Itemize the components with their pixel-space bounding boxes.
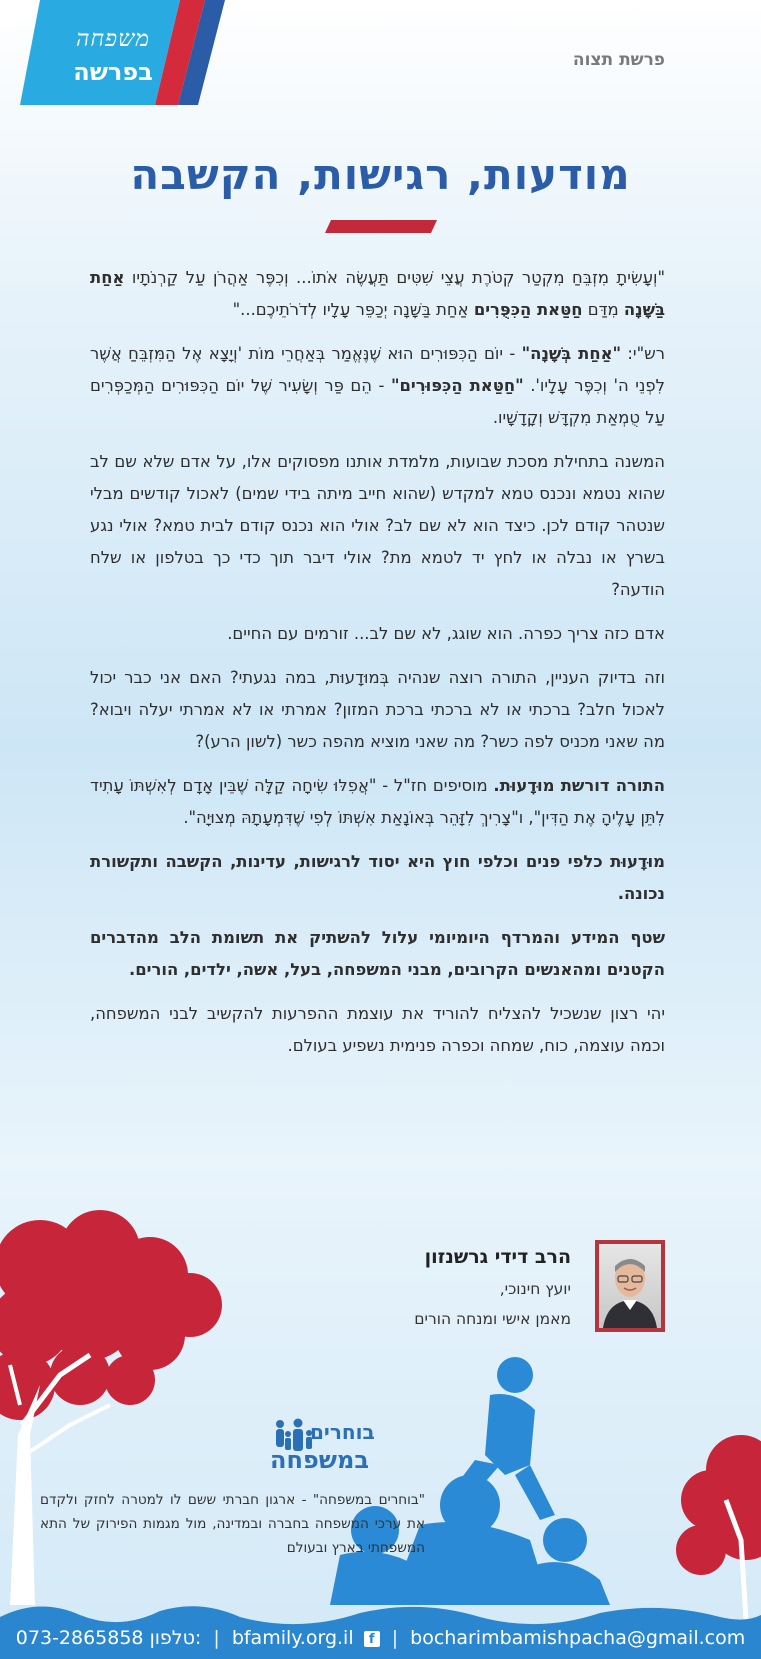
author-photo [595, 1240, 665, 1332]
title-underline [325, 220, 437, 233]
paragraph-6 [90, 770, 665, 834]
p6-bold: התורה דורשת מוּדָעוּת. [493, 776, 665, 795]
page-title: מודעות, רגישות, הקשבה [130, 150, 631, 199]
author-portrait [599, 1244, 661, 1328]
logo-text-bottom: בפרשה [73, 58, 153, 86]
author-role-2: מאמן אישי ומנחה הורים [414, 1310, 571, 1328]
org-name-line-2: במשפחה [270, 1446, 369, 1474]
p2-mid: - יוֹם הַכִּפּוּרִים הוּא שֶׁנֶּאֱמַר בְּאַחֲרֵי מוֹת 'וְיָצָא אֶל הַמִּזְבֵּחַ אֲשֶׁר לִפְנֵי ה' וְכִפֶּר עָלָיו'. [90, 344, 665, 395]
paragraph-1 [90, 262, 665, 326]
logo-text-top: משפחה [75, 26, 151, 52]
p1-text: "וְעָשִׂיתָ מִזְבֵּחַ מִקְטַר קְטֹרֶת עֲצֵי שִׁטִּים תַּעֲשֶׂה אֹתוֹ... וְכִפֶּר אַהֲרֹן עַל קַרְנֹתָיו [124, 268, 665, 287]
paragraph-7: מוּדָעוּת כלפי פנים וכלפי חוץ היא יסוד לרגישות, עדינות, הקשבה ותקשורת נכונה. [90, 852, 665, 903]
p1-bold-1: אַחַת בַּשָּׁנָה [90, 268, 665, 319]
org-name-line-1: בוחרים [310, 1420, 375, 1444]
paragraph-8: שטף המידע והמרדף היומיומי עלול להשתיק את תשומת הלב מהדברים הקטנים ומהאנשים הקרובים, מבני המשפחה, בעל, אשה, ילדים, הורים. [90, 928, 665, 979]
p1-bold-2: חַטַּאת הַכִּפֻּרִים [473, 300, 583, 319]
logo-banner [0, 0, 230, 105]
p6-rest: מוסיפים חז"ל - "אֲפִלּוּ שִׂיחָה קַלָּה שֶׁבֵּין אָדָם לְאִשְׁתּוֹ עָתִיד לִתֵּן עָלֶיהָ אֶת הַדִּין", ו"צָרִיךְ לִזָּהֵר בְּאוֹנָאַת אִשְׁתּוֹ לְפִי שֶׁדִּמְעָתָהּ מְצוּיָה". [90, 776, 665, 827]
paragraph-5: וזה בדיוק העניין, התורה רוצה שנהיה בְּמוּדָעוּת, במה נגעתי? האם אני כבר יכול לאכול חלב? ברכתי או לא ברכתי ברכת המזון? אמרתי או לא אמרתי יעלה ויבוא? מה שאני מכניס לפה כשר? מה שאני מוציא מהפה כשר (לשון הרע)? [90, 668, 665, 751]
parasha-label: פרשת תצוה [572, 50, 665, 70]
p2-start: רש"י: [621, 344, 665, 363]
p2-end: - הֵם פַּר וְשָׂעִיר שֶׁל יוֹם הַכִּפּוּרִים הַמְּכַפְּרִים עַל טֻמְאַת מִקְדָּשׁ וְקָדָשָׁיו. [90, 376, 665, 427]
p2-bold-2: "חַטַּאת הַכִּפּוּרִים" [390, 376, 524, 395]
author-name: הרב דידי גרשנזון [424, 1246, 571, 1268]
org-description: "בוחרים במשפחה" - ארגון חברתי ששם לו למטרה לחזק ולקדם את ערכי המשפחה בחברה ובמדינה, מול מגמות הפירוק של התא המשפחתי בארץ ובעולם [40, 1492, 425, 1556]
tree-right-illustration [671, 1430, 761, 1620]
footer-separator-2: | [391, 1627, 399, 1649]
p1-mid: מִדַּם [582, 300, 624, 319]
facebook-icon[interactable]: f [364, 1631, 380, 1647]
footer-contact [0, 1627, 761, 1649]
footer-website[interactable]: bfamily.org.il [231, 1627, 354, 1649]
family-silhouette [300, 1355, 670, 1605]
footer-phone[interactable]: 073-2865858 [15, 1627, 144, 1649]
footer-separator-1: | [213, 1627, 220, 1649]
article-body [90, 262, 665, 1074]
footer-phone-label: טלפון: [149, 1627, 202, 1649]
logo-banner-shape [0, 0, 230, 105]
paragraph-9: יהי רצון שנשכיל להצליח להוריד את עוצמת ההפרעות להקשיב לבני המשפחה, וכמה עוצמה, כוח, שמחה וכפרה פנימית נשפיע בעולם. [90, 1004, 665, 1055]
footer-email[interactable]: bocharimbamishpacha@gmail.com [410, 1627, 746, 1649]
paragraph-3: המשנה בתחילת מסכת שבועות, מלמדת אותנו מפסוקים אלו, על אדם שלא שם לב שהוא נטמא ונכנס טמא למקדש (שהוא חייב מיתה בידי שמים) לאכול קודשים מבלי שנטהר קודם לכן. כיצד הוא לא שם לב? אולי הוא נכנס קודם לבית טמא? אולי נגע בשרץ או נבלה או לחץ יד לטמא מת? אולי דיבר תוך כדי כך בטלפון או שלח הודעה? [90, 452, 665, 599]
p1-end: אַחַת בַּשָּׁנָה יְכַפֵּר עָלָיו לְדֹרֹתֵיכֶם..." [232, 300, 474, 319]
author-role-1: יועץ חינוכי, [499, 1280, 571, 1298]
p2-bold-1: "אַחַת בְּשָׁנָה" [521, 344, 622, 363]
author-photo-inner [599, 1244, 661, 1328]
paragraph-2 [90, 338, 665, 434]
paragraph-4: אדם כזה צריך כפרה. הוא שוגג, לא שם לב... זורמים עם החיים. [227, 624, 665, 643]
footer [0, 1597, 761, 1659]
